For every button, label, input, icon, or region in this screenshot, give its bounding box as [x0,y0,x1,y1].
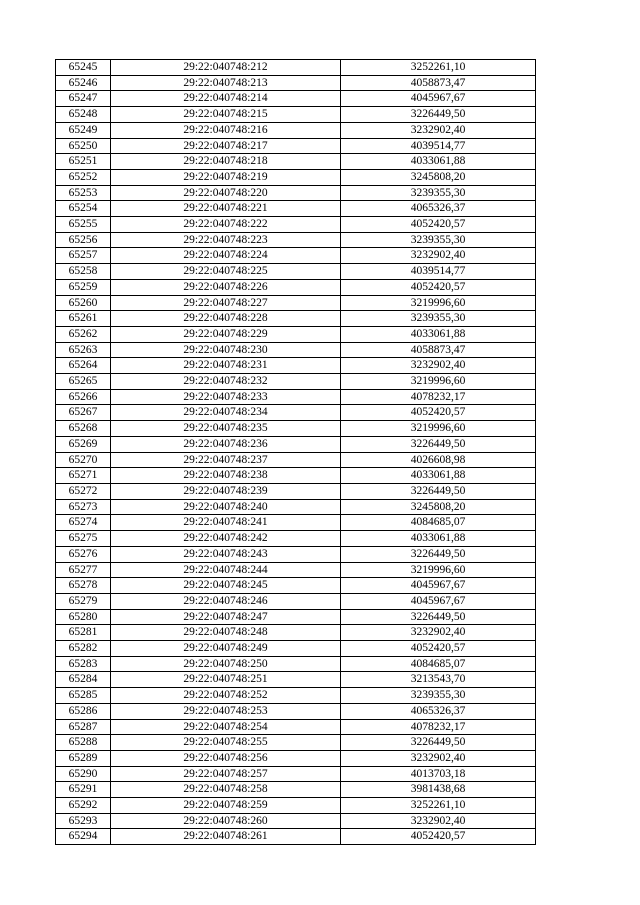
value-cell: 3232902,40 [341,358,536,374]
cadastral-number-cell: 29:22:040748:247 [111,609,341,625]
value-cell: 3226449,50 [341,107,536,123]
row-number-cell: 65283 [56,656,111,672]
value-cell: 4084685,07 [341,515,536,531]
row-number-cell: 65270 [56,452,111,468]
row-number-cell: 65257 [56,248,111,264]
cadastral-number-cell: 29:22:040748:230 [111,342,341,358]
row-number-cell: 65267 [56,405,111,421]
row-number-cell: 65280 [56,609,111,625]
cadastral-number-cell: 29:22:040748:260 [111,813,341,829]
table-row [56,688,536,704]
value-cell: 3213543,70 [341,672,536,688]
cadastral-number-cell: 29:22:040748:244 [111,562,341,578]
cadastral-number-cell: 29:22:040748:226 [111,279,341,295]
value-cell: 4078232,17 [341,719,536,735]
value-cell: 3232902,40 [341,122,536,138]
row-number-cell: 65288 [56,735,111,751]
value-cell: 4052420,57 [341,405,536,421]
table-row [56,656,536,672]
cadastral-number-cell: 29:22:040748:256 [111,750,341,766]
table-row [56,750,536,766]
cadastral-number-cell: 29:22:040748:242 [111,531,341,547]
row-number-cell: 65272 [56,483,111,499]
table-row [56,185,536,201]
cadastral-number-cell: 29:22:040748:236 [111,436,341,452]
table-row [56,248,536,264]
row-number-cell: 65269 [56,436,111,452]
cadastral-number-cell: 29:22:040748:253 [111,703,341,719]
cadastral-number-cell: 29:22:040748:245 [111,578,341,594]
table-row [56,421,536,437]
row-number-cell: 65247 [56,91,111,107]
value-cell: 4052420,57 [341,217,536,233]
table-row [56,264,536,280]
cadastral-number-cell: 29:22:040748:259 [111,798,341,814]
table-row [56,154,536,170]
cadastral-number-cell: 29:22:040748:218 [111,154,341,170]
value-cell: 3232902,40 [341,248,536,264]
value-cell: 3232902,40 [341,750,536,766]
row-number-cell: 65255 [56,217,111,233]
cadastral-number-cell: 29:22:040748:213 [111,75,341,91]
table-row [56,515,536,531]
row-number-cell: 65254 [56,201,111,217]
cadastral-number-cell: 29:22:040748:214 [111,91,341,107]
table-row [56,766,536,782]
cadastral-number-cell: 29:22:040748:249 [111,641,341,657]
cadastral-number-cell: 29:22:040748:254 [111,719,341,735]
cadastral-number-cell: 29:22:040748:222 [111,217,341,233]
row-number-cell: 65285 [56,688,111,704]
cadastral-number-cell: 29:22:040748:219 [111,169,341,185]
value-cell: 3239355,30 [341,688,536,704]
cadastral-number-cell: 29:22:040748:243 [111,546,341,562]
row-number-cell: 65276 [56,546,111,562]
value-cell: 4013703,18 [341,766,536,782]
value-cell: 4045967,67 [341,593,536,609]
table-row [56,374,536,390]
table-row [56,311,536,327]
cadastral-number-cell: 29:22:040748:220 [111,185,341,201]
cadastral-number-cell: 29:22:040748:224 [111,248,341,264]
table-row [56,735,536,751]
row-number-cell: 65259 [56,279,111,295]
value-cell: 3219996,60 [341,295,536,311]
cadastral-number-cell: 29:22:040748:248 [111,625,341,641]
table-row [56,578,536,594]
table-row [56,468,536,484]
value-cell: 4045967,67 [341,578,536,594]
row-number-cell: 65287 [56,719,111,735]
row-number-cell: 65252 [56,169,111,185]
table-row [56,531,536,547]
cadastral-number-cell: 29:22:040748:234 [111,405,341,421]
value-cell: 3239355,30 [341,311,536,327]
table-row [56,60,536,76]
table-row [56,641,536,657]
cadastral-number-cell: 29:22:040748:231 [111,358,341,374]
row-number-cell: 65273 [56,499,111,515]
value-cell: 4026608,98 [341,452,536,468]
table-row [56,279,536,295]
table-row [56,593,536,609]
row-number-cell: 65290 [56,766,111,782]
row-number-cell: 65266 [56,389,111,405]
table-row [56,609,536,625]
cadastral-number-cell: 29:22:040748:212 [111,60,341,76]
row-number-cell: 65245 [56,60,111,76]
cadastral-number-cell: 29:22:040748:237 [111,452,341,468]
row-number-cell: 65293 [56,813,111,829]
cadastral-number-cell: 29:22:040748:239 [111,483,341,499]
row-number-cell: 65250 [56,138,111,154]
value-cell: 4039514,77 [341,138,536,154]
row-number-cell: 65253 [56,185,111,201]
row-number-cell: 65260 [56,295,111,311]
cadastral-number-cell: 29:22:040748:250 [111,656,341,672]
cadastral-number-cell: 29:22:040748:251 [111,672,341,688]
cadastral-number-cell: 29:22:040748:217 [111,138,341,154]
cadastral-number-cell: 29:22:040748:238 [111,468,341,484]
table-row [56,358,536,374]
cadastral-number-cell: 29:22:040748:227 [111,295,341,311]
cadastral-number-cell: 29:22:040748:232 [111,374,341,390]
table-row [56,703,536,719]
value-cell: 4045967,67 [341,91,536,107]
value-cell: 3226449,50 [341,483,536,499]
value-cell: 4033061,88 [341,154,536,170]
table-row [56,342,536,358]
cadastral-number-cell: 29:22:040748:221 [111,201,341,217]
cadastral-number-cell: 29:22:040748:225 [111,264,341,280]
cadastral-number-cell: 29:22:040748:240 [111,499,341,515]
table-row [56,122,536,138]
cadastral-number-cell: 29:22:040748:235 [111,421,341,437]
table-row [56,201,536,217]
row-number-cell: 65261 [56,311,111,327]
table-row [56,107,536,123]
value-cell: 4052420,57 [341,279,536,295]
table-row [56,672,536,688]
row-number-cell: 65246 [56,75,111,91]
row-number-cell: 65263 [56,342,111,358]
table-row [56,719,536,735]
cadastral-number-cell: 29:22:040748:255 [111,735,341,751]
row-number-cell: 65292 [56,798,111,814]
table-row [56,389,536,405]
cadastral-value-table [55,59,536,845]
value-cell: 4084685,07 [341,656,536,672]
cadastral-number-cell: 29:22:040748:246 [111,593,341,609]
value-cell: 4058873,47 [341,342,536,358]
row-number-cell: 65271 [56,468,111,484]
table-row [56,829,536,845]
value-cell: 3226449,50 [341,436,536,452]
value-cell: 4065326,37 [341,703,536,719]
value-cell: 3232902,40 [341,813,536,829]
value-cell: 4033061,88 [341,531,536,547]
value-cell: 4052420,57 [341,641,536,657]
value-cell: 3252261,10 [341,60,536,76]
table-row [56,138,536,154]
row-number-cell: 65274 [56,515,111,531]
value-cell: 3219996,60 [341,374,536,390]
row-number-cell: 65289 [56,750,111,766]
value-cell: 3245808,20 [341,169,536,185]
cadastral-number-cell: 29:22:040748:257 [111,766,341,782]
table-row [56,217,536,233]
table-row [56,782,536,798]
row-number-cell: 65262 [56,326,111,342]
table-row [56,436,536,452]
table-row [56,232,536,248]
table-row [56,91,536,107]
row-number-cell: 65275 [56,531,111,547]
row-number-cell: 65265 [56,374,111,390]
cadastral-number-cell: 29:22:040748:229 [111,326,341,342]
value-cell: 4033061,88 [341,326,536,342]
cadastral-number-cell: 29:22:040748:233 [111,389,341,405]
value-cell: 3981438,68 [341,782,536,798]
value-cell: 3219996,60 [341,421,536,437]
row-number-cell: 65264 [56,358,111,374]
table-row [56,483,536,499]
value-cell: 3239355,30 [341,185,536,201]
row-number-cell: 65256 [56,232,111,248]
row-number-cell: 65258 [56,264,111,280]
table-row [56,295,536,311]
value-cell: 4052420,57 [341,829,536,845]
value-cell: 3232902,40 [341,625,536,641]
table-body [56,60,536,845]
row-number-cell: 65249 [56,122,111,138]
value-cell: 3245808,20 [341,499,536,515]
table-row [56,326,536,342]
value-cell: 4033061,88 [341,468,536,484]
cadastral-number-cell: 29:22:040748:241 [111,515,341,531]
value-cell: 4065326,37 [341,201,536,217]
value-cell: 3252261,10 [341,798,536,814]
table-row [56,405,536,421]
row-number-cell: 65286 [56,703,111,719]
value-cell: 4039514,77 [341,264,536,280]
table-row [56,813,536,829]
cadastral-number-cell: 29:22:040748:215 [111,107,341,123]
row-number-cell: 65282 [56,641,111,657]
table-row [56,169,536,185]
row-number-cell: 65251 [56,154,111,170]
table-row [56,625,536,641]
table-row [56,75,536,91]
table-row [56,452,536,468]
value-cell: 3239355,30 [341,232,536,248]
cadastral-number-cell: 29:22:040748:216 [111,122,341,138]
value-cell: 4078232,17 [341,389,536,405]
table-row [56,546,536,562]
row-number-cell: 65268 [56,421,111,437]
row-number-cell: 65284 [56,672,111,688]
row-number-cell: 65248 [56,107,111,123]
cadastral-number-cell: 29:22:040748:223 [111,232,341,248]
value-cell: 3226449,50 [341,735,536,751]
row-number-cell: 65279 [56,593,111,609]
cadastral-number-cell: 29:22:040748:228 [111,311,341,327]
cadastral-number-cell: 29:22:040748:261 [111,829,341,845]
cadastral-number-cell: 29:22:040748:258 [111,782,341,798]
row-number-cell: 65294 [56,829,111,845]
row-number-cell: 65291 [56,782,111,798]
row-number-cell: 65278 [56,578,111,594]
row-number-cell: 65281 [56,625,111,641]
table-row [56,499,536,515]
value-cell: 3226449,50 [341,609,536,625]
row-number-cell: 65277 [56,562,111,578]
value-cell: 3226449,50 [341,546,536,562]
table-row [56,562,536,578]
table-row [56,798,536,814]
value-cell: 4058873,47 [341,75,536,91]
cadastral-number-cell: 29:22:040748:252 [111,688,341,704]
value-cell: 3219996,60 [341,562,536,578]
